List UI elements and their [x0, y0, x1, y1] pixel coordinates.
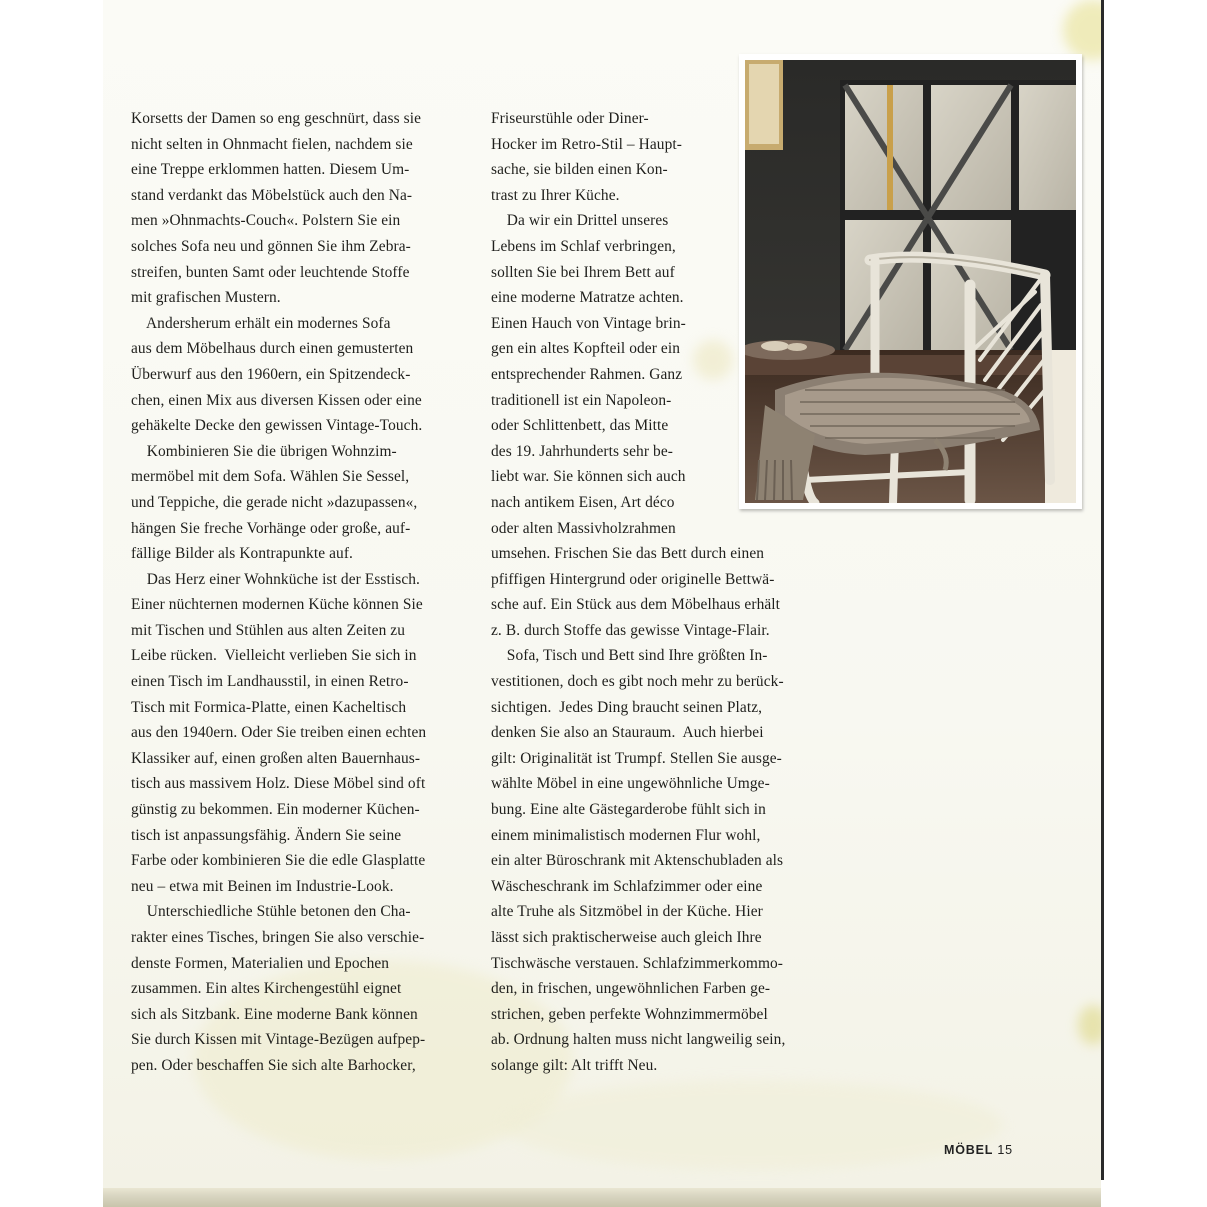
text-line: alte Truhe als Sitzmöbel in der Küche. Hier: [491, 903, 763, 921]
paper-stain: [1078, 1005, 1101, 1045]
text-line: nicht selten in Ohnmacht fielen, nachdem sie: [131, 135, 413, 153]
text-line: tisch aus massivem Holz. Diese Möbel sind oft: [131, 775, 426, 793]
text-line: z. B. durch Stoffe das gewisse Vintage-Flair.: [491, 621, 770, 639]
text-line: gilt: Originalität ist Trumpf. Stellen Sie ausge-: [491, 749, 782, 767]
text-line: Da wir ein Drittel unseres: [491, 212, 669, 230]
text-line: Einer nüchternen modernen Küche können Sie: [131, 596, 423, 614]
text-line: Klassiker auf, einen großen alten Bauernhaus-: [131, 749, 421, 767]
text-line: solange gilt: Alt trifft Neu.: [491, 1056, 658, 1074]
text-line: fällige Bilder als Kontrapunkte auf.: [131, 545, 353, 563]
text-line: Andersherum erhält ein modernes Sofa: [131, 314, 391, 332]
footer-page-number: 15: [997, 1143, 1013, 1157]
text-line: oder alten Massivholzrahmen: [491, 519, 676, 537]
text-line: sollten Sie bei Ihrem Bett auf: [491, 263, 675, 281]
footer-section-label: MÖBEL: [944, 1143, 994, 1157]
text-line: sichtigen. Jedes Ding braucht seinen Platz,: [491, 698, 763, 716]
photo-frame: [739, 54, 1082, 509]
text-line: einem minimalistisch modernen Flur wohl,: [491, 826, 761, 844]
text-line: Sofa, Tisch und Bett sind Ihre größten In-: [491, 647, 768, 665]
text-line: men »Ohnmachts-Couch«. Polstern Sie ein: [131, 212, 401, 230]
page-edge: [1101, 0, 1104, 1180]
text-line: ein alter Büroschrank mit Aktenschubladen als: [491, 852, 784, 870]
text-line: Leibe rücken. Vielleicht verlieben Sie sich in: [131, 647, 417, 665]
page-footer: [944, 1143, 1013, 1157]
text-line: Sie durch Kissen mit Vintage-Bezügen aufpep-: [131, 1031, 426, 1049]
text-line: pfiffigen Hintergrund oder originelle Bettwä-: [491, 570, 775, 588]
text-line: pen. Oder beschaffen Sie sich alte Barhocker,: [131, 1056, 416, 1074]
text-line: gen ein altes Kopfteil oder ein: [491, 340, 681, 358]
text-line: Einen Hauch von Vintage brin-: [491, 314, 686, 332]
text-line: oder Schlittenbett, das Mitte: [491, 417, 669, 435]
text-line: traditionell ist ein Napoleon-: [491, 391, 672, 409]
text-line: liebt war. Sie können sich auch: [491, 468, 686, 486]
text-line: vestitionen, doch es gibt noch mehr zu berück-: [491, 673, 784, 691]
text-line: tisch ist anpassungsfähig. Ändern Sie seine: [131, 826, 402, 844]
text-line: solches Sofa neu und gönnen Sie ihm Zebra-: [131, 237, 411, 255]
text-line: des 19. Jahrhunderts sehr be-: [491, 442, 673, 460]
text-line: Hocker im Retro-Stil – Haupt-: [491, 135, 682, 153]
text-line: trast zu Ihrer Küche.: [491, 186, 620, 204]
text-line: umsehen. Frischen Sie das Bett durch einen: [491, 545, 765, 563]
text-line: mermöbel mit dem Sofa. Wählen Sie Sessel,: [131, 468, 410, 486]
text-line: nach antikem Eisen, Art déco: [491, 493, 675, 511]
text-line: aus den 1940ern. Oder Sie treiben einen echten: [131, 724, 427, 742]
page-bottom-edge: [103, 1188, 1101, 1207]
article-column-left: [131, 106, 476, 1079]
text-line: Tischwäsche verstauen. Schlafzimmerkommo-: [491, 954, 784, 972]
text-line: strichen, geben perfekte Wohnzimmermöbel: [491, 1005, 768, 1023]
text-line: gehäkelte Decke den gewissen Vintage-Touch.: [131, 417, 423, 435]
text-line: Wäscheschrank im Schlafzimmer oder eine: [491, 877, 763, 895]
paper-stain: [503, 1080, 1003, 1170]
text-line: eine Treppe erklommen hatten. Diesem Um-: [131, 161, 410, 179]
text-line: zusammen. Ein altes Kirchengestühl eignet: [131, 980, 402, 998]
text-line: stand verdankt das Möbelstück auch den Na-: [131, 186, 413, 204]
text-line: rakter eines Tisches, bringen Sie also verschie-: [131, 929, 425, 946]
text-line: Farbe oder kombinieren Sie die edle Glasplatte: [131, 852, 426, 870]
text-line: aus dem Möbelhaus durch einen gemusterten: [131, 340, 414, 358]
text-line: den, in frischen, ungewöhnlichen Farben ge-: [491, 980, 771, 998]
text-line: Tisch mit Formica-Platte, einen Kacheltisch: [131, 698, 407, 716]
text-line: entsprechender Rahmen. Ganz: [491, 365, 683, 383]
text-line: und Teppiche, die gerade nicht »dazupassen«,: [131, 493, 418, 511]
text-line: Unterschiedliche Stühle betonen den Cha-: [131, 903, 411, 921]
text-line: Friseurstühle oder Diner-: [491, 110, 649, 127]
text-line: bung. Eine alte Gästegarderobe fühlt sich in: [491, 801, 766, 819]
text-line: sche auf. Ein Stück aus dem Möbelhaus erhält: [491, 596, 781, 614]
paper-stain: [1063, 0, 1101, 60]
text-line: mit Tischen und Stühlen aus alten Zeiten zu: [131, 621, 406, 639]
chair-photo: [745, 60, 1076, 503]
text-line: denken Sie also an Stauraum. Auch hierbei: [491, 724, 764, 742]
text-line: eine moderne Matratze achten.: [491, 289, 684, 307]
text-line: wählte Möbel in eine ungewöhnliche Umge-: [491, 775, 770, 793]
text-line: neu – etwa mit Beinen im Industrie-Look.: [131, 877, 394, 895]
text-line: sache, sie bilden einen Kon-: [491, 161, 668, 179]
text-line: streifen, bunten Samt oder leuchtende Stoffe: [131, 263, 410, 281]
text-line: denste Formen, Materialien und Epochen: [131, 954, 390, 972]
text-line: Überwurf aus den 1960ern, ein Spitzendeck-: [131, 365, 411, 383]
text-line: mit grafischen Mustern.: [131, 289, 281, 307]
text-line: lässt sich praktischerweise auch gleich Ihre: [491, 929, 762, 946]
text-line: Lebens im Schlaf verbringen,: [491, 237, 676, 255]
text-line: Das Herz einer Wohnküche ist der Esstisch.: [131, 570, 421, 588]
text-line: einen Tisch im Landhausstil, in einen Retro-: [131, 673, 409, 691]
text-line: chen, einen Mix aus diversen Kissen oder eine: [131, 391, 422, 409]
text-line: Korsetts der Damen so eng geschnürt, dass sie: [131, 110, 422, 127]
text-line: sich als Sitzbank. Eine moderne Bank können: [131, 1005, 418, 1023]
text-line: günstig zu bekommen. Ein moderner Küchen-: [131, 801, 420, 819]
text-line: ab. Ordnung halten muss nicht langweilig sein,: [491, 1031, 786, 1049]
chair-illustration: [745, 60, 1076, 503]
text-line: hängen Sie freche Vorhänge oder große, auf-: [131, 519, 411, 537]
text-line: Kombinieren Sie die übrigen Wohnzim-: [131, 442, 397, 460]
